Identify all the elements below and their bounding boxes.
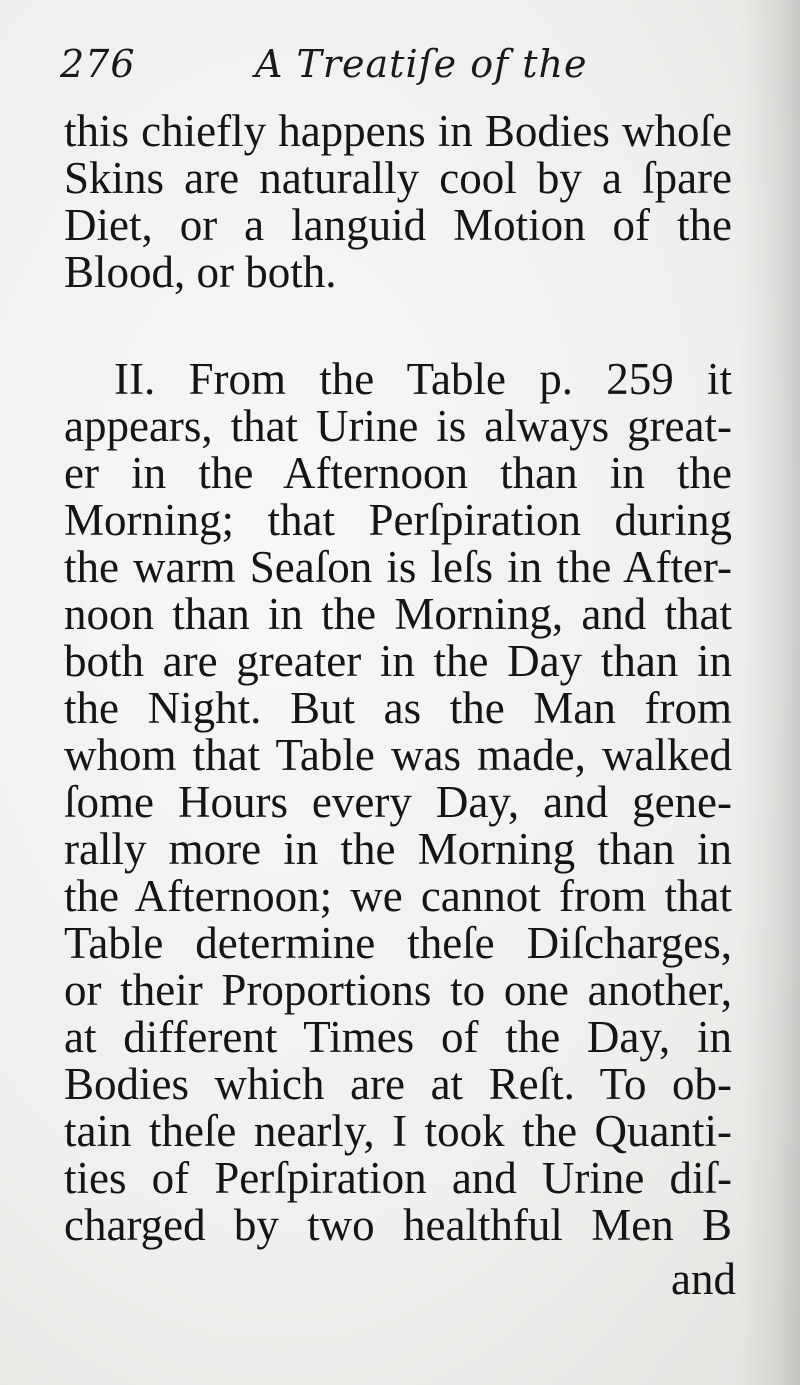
body-text [64, 108, 732, 1249]
text-line: ties of Perſpiration and Urine diſ- [64, 1153, 732, 1203]
text-line: Morning; that Perſpiration during [64, 495, 732, 545]
text-line: charged by two healthful Men B [64, 1200, 732, 1250]
catchword: and [671, 1254, 736, 1304]
text-line: the warm Seaſon is leſs in the After- [64, 542, 732, 592]
text-line: Table determine theſe Diſcharges, [64, 918, 732, 968]
text-line: II. From the Table p. 259 it [114, 354, 732, 404]
text-line: Blood, or both. [64, 247, 337, 297]
text-line: er in the Afternoon than in the [64, 448, 732, 498]
text-line: the Night. But as the Man from [64, 683, 732, 733]
text-line: rally more in the Morning than in [64, 824, 732, 874]
text-line: both are greater in the Day than in [64, 636, 732, 686]
text-line: Diet, or a languid Motion of the [64, 200, 732, 250]
paragraph-gap [64, 296, 732, 356]
text-line: appears, that Urine is always great- [64, 401, 732, 451]
text-line: noon than in the Morning, and that [64, 589, 732, 639]
running-title: A Treatiſe of the [255, 42, 588, 86]
paragraph-2 [64, 356, 732, 1249]
running-head [60, 42, 620, 92]
text-line: tain theſe nearly, I took the Quanti- [64, 1106, 732, 1156]
text-line: whom that Table was made, walked [64, 730, 732, 780]
paragraph-1 [64, 108, 732, 296]
text-line: Skins are naturally cool by a ſpare [64, 153, 732, 203]
page-number: 276 [60, 42, 136, 86]
text-line: or their Proportions to one another, [64, 965, 732, 1015]
text-line: this chiefly happens in Bodies whoſe [64, 106, 732, 156]
text-line: ſome Hours every Day, and gene- [64, 777, 732, 827]
text-line: the Afternoon; we cannot from that [64, 871, 732, 921]
text-line: Bodies which are at Reſt. To ob- [64, 1059, 732, 1109]
text-line: at different Times of the Day, in [64, 1012, 732, 1062]
